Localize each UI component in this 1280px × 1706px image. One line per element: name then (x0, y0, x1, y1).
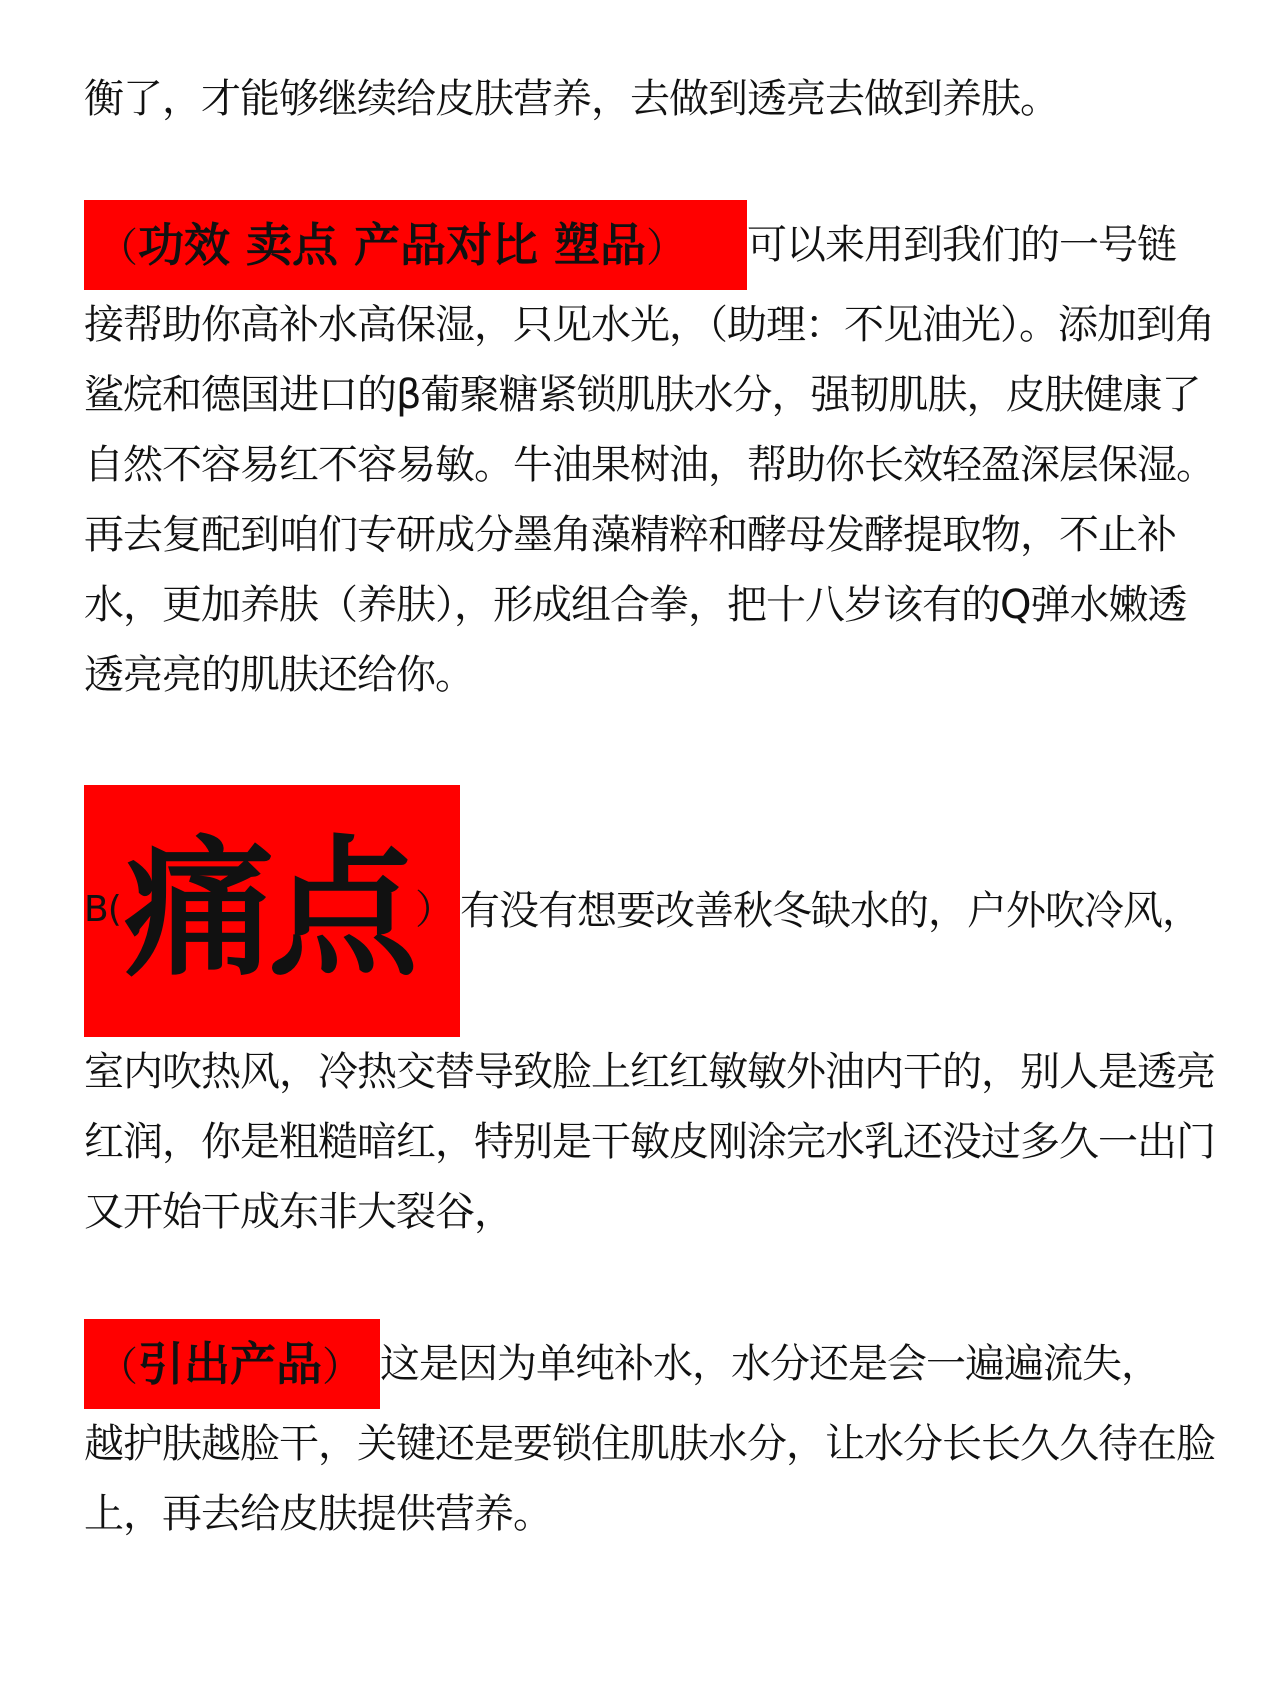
pain-point-body-text: 室内吹热风，冷热交替导致脸上红红敏敏外油内干的，别人是透亮红润，你是粗糙暗红，特别是干敏皮刚涂完水乳还没过多久一出门又开始干成东非大裂谷， (84, 1049, 1215, 1235)
introduce-product-body-text: 越护肤越脸干，关键还是要锁住肌肤水分，让水分长长久久待在脸上，再去给皮肤提供营养。 (84, 1421, 1215, 1537)
pain-point-tag: B( 痛点 ） (84, 785, 460, 1037)
pain-point-line1-text: 有没有想要改善秋冬缺水的，户外吹冷风， (460, 888, 1201, 934)
introduce-product-tag: （引出产品） (84, 1319, 380, 1409)
pain-point-label: 痛点 (124, 823, 413, 997)
introduce-product-line1-text: 这是因为单纯补水，水分还是会一遍遍流失， (380, 1341, 1160, 1387)
top-paragraph (84, 64, 1224, 134)
efficacy-body-text: 接帮助你高补水高保湿，只见水光，（助理：不见油光）。添加到角鲨烷和德国进口的β葡聚糖紧锁肌肤水分，强韧肌肤，皮肤健康了自然不容易红不容易敏。牛油果树油，帮助你长效轻盈深层保湿。再去复配到咱们专研成分墨角藻精粹和酵母发酵提取物，不止补水，更加养肤（养肤），形成组合拳，把十八岁该有的Q弹水嫩透透亮亮的肌肤还给你。 (84, 302, 1215, 698)
efficacy-line1-text: 可以来用到我们的一号链 (747, 222, 1176, 268)
section-introduce-product (84, 1319, 1224, 1549)
section-efficacy (84, 200, 1224, 710)
section-pain-point (84, 785, 1224, 1247)
efficacy-tag: （功效 卖点 产品对比 塑品） (84, 200, 747, 290)
top-paragraph-text: 衡了，才能够继续给皮肤营养，去做到透亮去做到养肤。 (84, 76, 1059, 122)
pain-point-prefix: B( (84, 889, 121, 930)
introduce-product-tag-label: 引出产品 (138, 1337, 322, 1391)
efficacy-tag-label: 功效 卖点 产品对比 塑品 (138, 218, 647, 272)
